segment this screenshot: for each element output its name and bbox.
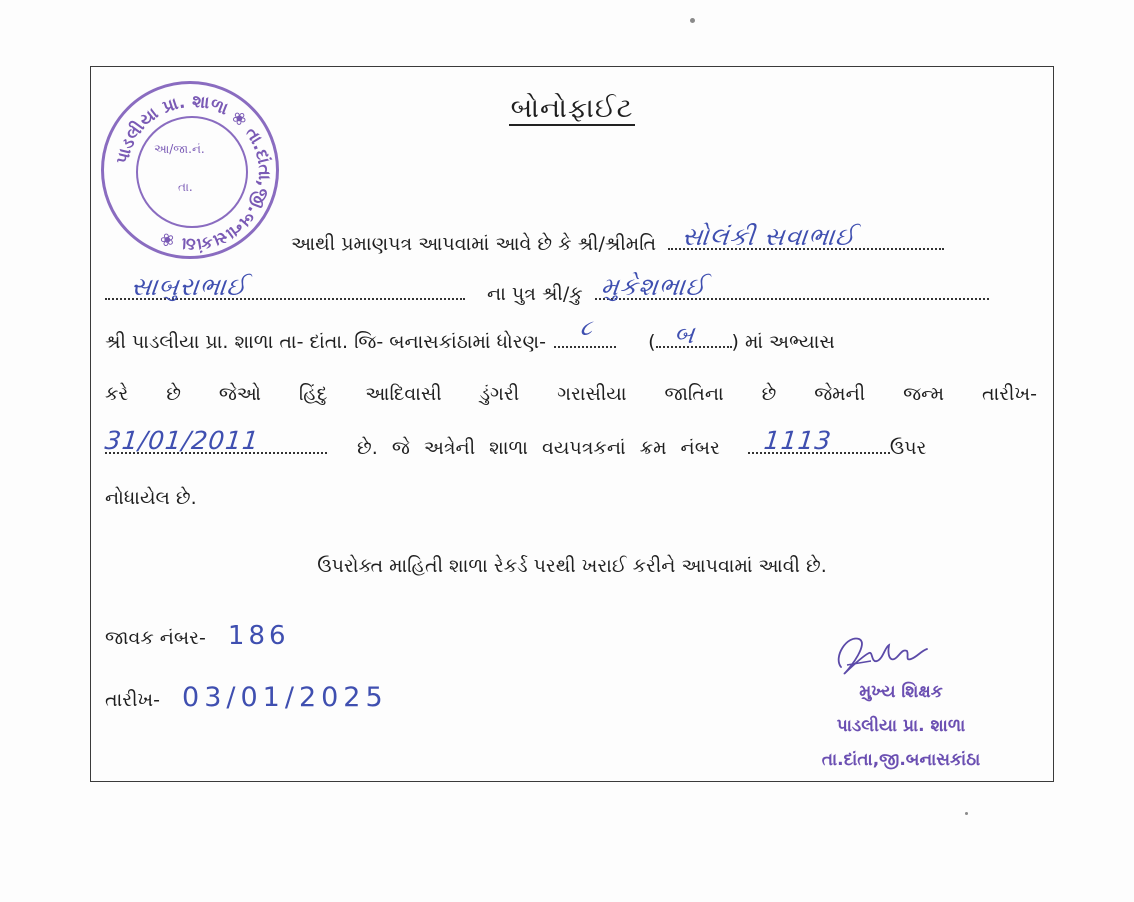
father-name-value: સોલંકી સવાભાઈ: [680, 222, 858, 251]
issue-date-value: 03/01/2025: [182, 682, 388, 713]
line-3: [105, 316, 835, 355]
line4-word: જાતિના: [664, 383, 724, 405]
division-open: (: [648, 331, 656, 353]
certificate-title: બોનોફાઈટ: [510, 93, 634, 124]
student-name-value: મુકેશભાઈ: [599, 272, 708, 301]
father-name-field: [668, 222, 944, 251]
line-2: [105, 272, 989, 307]
paper-speck: [690, 18, 695, 23]
register-no-field: [748, 426, 890, 455]
line4-word: ગરાસીયા: [557, 383, 627, 405]
line4-word: હિંદુ: [298, 383, 328, 405]
line6-text: નોધાયેલ છે.: [105, 487, 197, 509]
student-name-field: [595, 272, 989, 301]
handwritten-signature: [811, 627, 951, 679]
seal-outer-text: પાડલીયા પ્રા. શાળા ❀ તા.દાંતા,જી.બનાસકાંઠા ❀: [112, 91, 275, 255]
grandfather-name-field: [105, 272, 465, 301]
outward-number-value: 186: [227, 621, 290, 651]
signature-school: પાડલીયા પ્રા. શાળા: [836, 716, 966, 736]
line4-word: તારીખ-: [981, 383, 1037, 405]
line4-word: જેઓ: [218, 383, 261, 405]
outward-label: જાવક નંબર-: [105, 627, 206, 649]
seal-inward-no: આ/જા.નં.: [154, 142, 205, 156]
grandfather-name-value: સાબુરાભાઈ: [129, 272, 249, 301]
issue-date-row: [105, 682, 388, 713]
standard-field: [554, 316, 616, 348]
seal-date: તા.: [178, 180, 193, 194]
certificate-frame: [90, 66, 1054, 782]
line-1: [291, 222, 944, 257]
line4-word: જેમની: [814, 383, 866, 405]
outward-number-row: [105, 623, 290, 651]
birth-date-field: [103, 426, 327, 455]
line4-word: કરે: [105, 383, 129, 405]
issue-date-label: તારીખ-: [105, 689, 160, 711]
line4-word: આદિવાસી: [365, 383, 442, 405]
standard-value: ૮: [578, 316, 595, 341]
seal-inner-ring: [136, 116, 248, 228]
line-4: [105, 381, 1037, 407]
line4-word: છે: [761, 383, 777, 405]
division-field: [656, 320, 732, 349]
line5-suffix: ઉપર: [889, 437, 927, 459]
line-6: [105, 485, 197, 511]
line3-suffix: ) માં અભ્યાસ: [731, 331, 835, 353]
line-5: [103, 426, 927, 461]
signature-designation: મુખ્ય શિક્ષક: [859, 682, 943, 702]
division-value: બ: [672, 320, 697, 349]
line4-word: જન્મ: [903, 383, 945, 405]
line4-word: ડુંગરી: [479, 383, 520, 405]
signature-address: તા.દાંતા,જી.બનાસકાંઠા: [821, 750, 981, 770]
line3-text: શ્રી પાડલીયા પ્રા. શાળા તા- દાંતા. જિ- બનાસકાંઠામાં ધોરણ-: [105, 331, 546, 353]
paper-speck: [965, 812, 968, 815]
line2-text: ના પુત્ર શ્રી/કુ: [487, 283, 583, 305]
verification-statement: ઉપરોક્ત માહિતી શાળા રેકર્ડ પરથી ખરાઈ કરીને આપવામાં આવી છે.: [317, 555, 827, 577]
line1-text: આથી પ્રમાણપત્ર આપવામાં આવે છે કે શ્રી/શ્રીમતિ: [291, 233, 657, 255]
line5-text: છે. જે અત્રેની શાળા વયપત્રકનાં ક્રમ નંબર: [357, 437, 720, 459]
line4-word: છે: [166, 383, 181, 405]
register-no-value: 1113: [762, 426, 834, 455]
headmaster-signature-block: [771, 627, 1031, 777]
birth-date-value: 31/01/2011: [103, 426, 261, 455]
